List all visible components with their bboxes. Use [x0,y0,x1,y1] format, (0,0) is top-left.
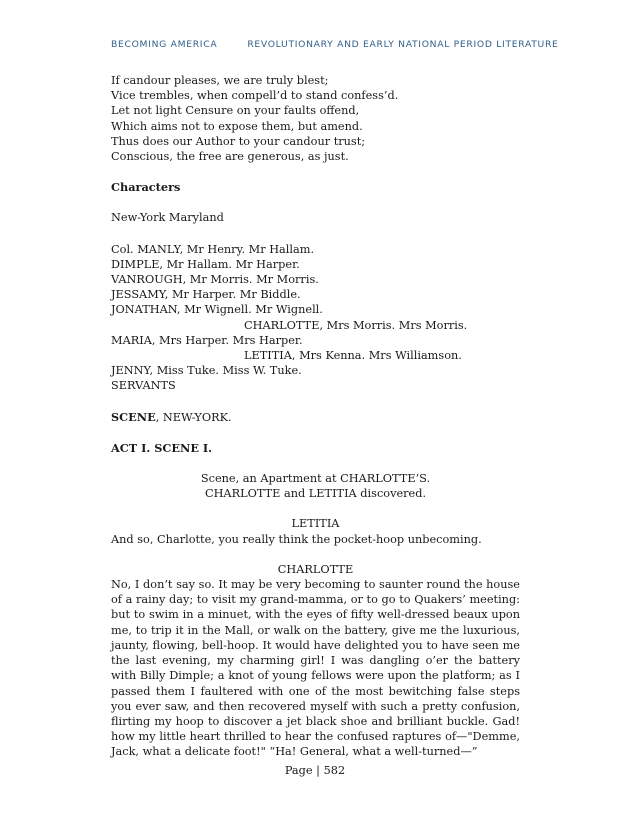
prologue-verse [111,73,520,164]
verse-line: Which aims not to expose them, but amend. [111,119,363,133]
act-heading: ACT I. SCENE I. [111,440,213,455]
characters-places: New-York Maryland [111,211,224,225]
cast-entry: SERVANTS [111,379,176,393]
cast-entry: DIMPLE, Mr Hallam. Mr Harper. [111,257,300,271]
cast-entry: LETITIA, Mrs Kenna. Mrs Williamson. [244,349,462,363]
speaker-name: LETITIA [291,517,340,531]
speech-text: And so, Charlotte, you really think the pocket-hoop unbecoming. [111,532,482,546]
verse-line: If candour pleases, we are truly blest; [111,74,329,87]
speech-text: No, I don’t say so. It may be very becoming to saunter round the house of a rainy day; to visit my grand-mamma, or to go to Quakers’ meeting: but to swim in a minuet, with the eyes of fifty well-dressed beaux upon me, to trip it in the Mall, or walk on the battery, give me the luxurious, jaunty, flowing, bell-hoop. It would have delighted you to have seen me the last evening, my charming girl! I was dangling o’er the battery with Billy Dimple; a knot of young fellows were upon the platform; as I passed them I faultered with one of the most bewitching false steps you ever saw, and then recovered myself with such a pretty confusion, flirting my hoop to discover a jet black shoe and brilliant buckle. Gad! how my little heart thrilled to hear the confused raptures of—"Demme, Jack, what a delicate foot!" “Ha! General, what a well-turned—” [111,578,520,759]
verse-line: Vice trembles, when compell’d to stand confess’d. [111,89,399,103]
verse-line: Let not light Censure on your faults offend, [111,104,360,118]
cast-entry: CHARLOTTE, Mrs Morris. Mrs Morris. [244,318,468,332]
scene-setting [111,410,520,425]
header-section-title: REVOLUTIONARY AND EARLY NATIONAL PERIOD LITERATURE [247,39,559,50]
speaker-name: CHARLOTTE [277,562,354,576]
cast-list [111,242,520,394]
characters-heading: Characters [111,180,181,195]
cast-entry: JESSAMY, Mr Harper. Mr Biddle. [111,288,301,302]
scene-label: SCENE [111,409,156,424]
cast-entry: JONATHAN, Mr Wignell. Mr Wignell. [111,303,323,317]
page-number: Page | 582 [284,764,346,777]
cast-entry: VANROUGH, Mr Morris. Mr Morris. [111,273,319,287]
cast-entry: Col. MANLY, Mr Henry. Mr Hallam. [111,242,315,256]
cast-entry: JENNY, Miss Tuke. Miss W. Tuke. [111,364,302,378]
stage-direction: CHARLOTTE and LETITIA discovered. [204,487,427,501]
scene-location: , NEW-YORK. [155,410,232,424]
page-content [111,73,520,760]
stage-direction: Scene, an Apartment at CHARLOTTE’S. [200,472,431,486]
page-footer [0,764,630,777]
verse-line: Thus does our Author to your candour trust; [111,134,366,148]
verse-line: Conscious, the free are generous, as just. [111,150,349,164]
running-header [111,39,630,50]
cast-entry: MARIA, Mrs Harper. Mrs Harper. [111,333,303,347]
header-book-title: BECOMING AMERICA [111,39,218,50]
